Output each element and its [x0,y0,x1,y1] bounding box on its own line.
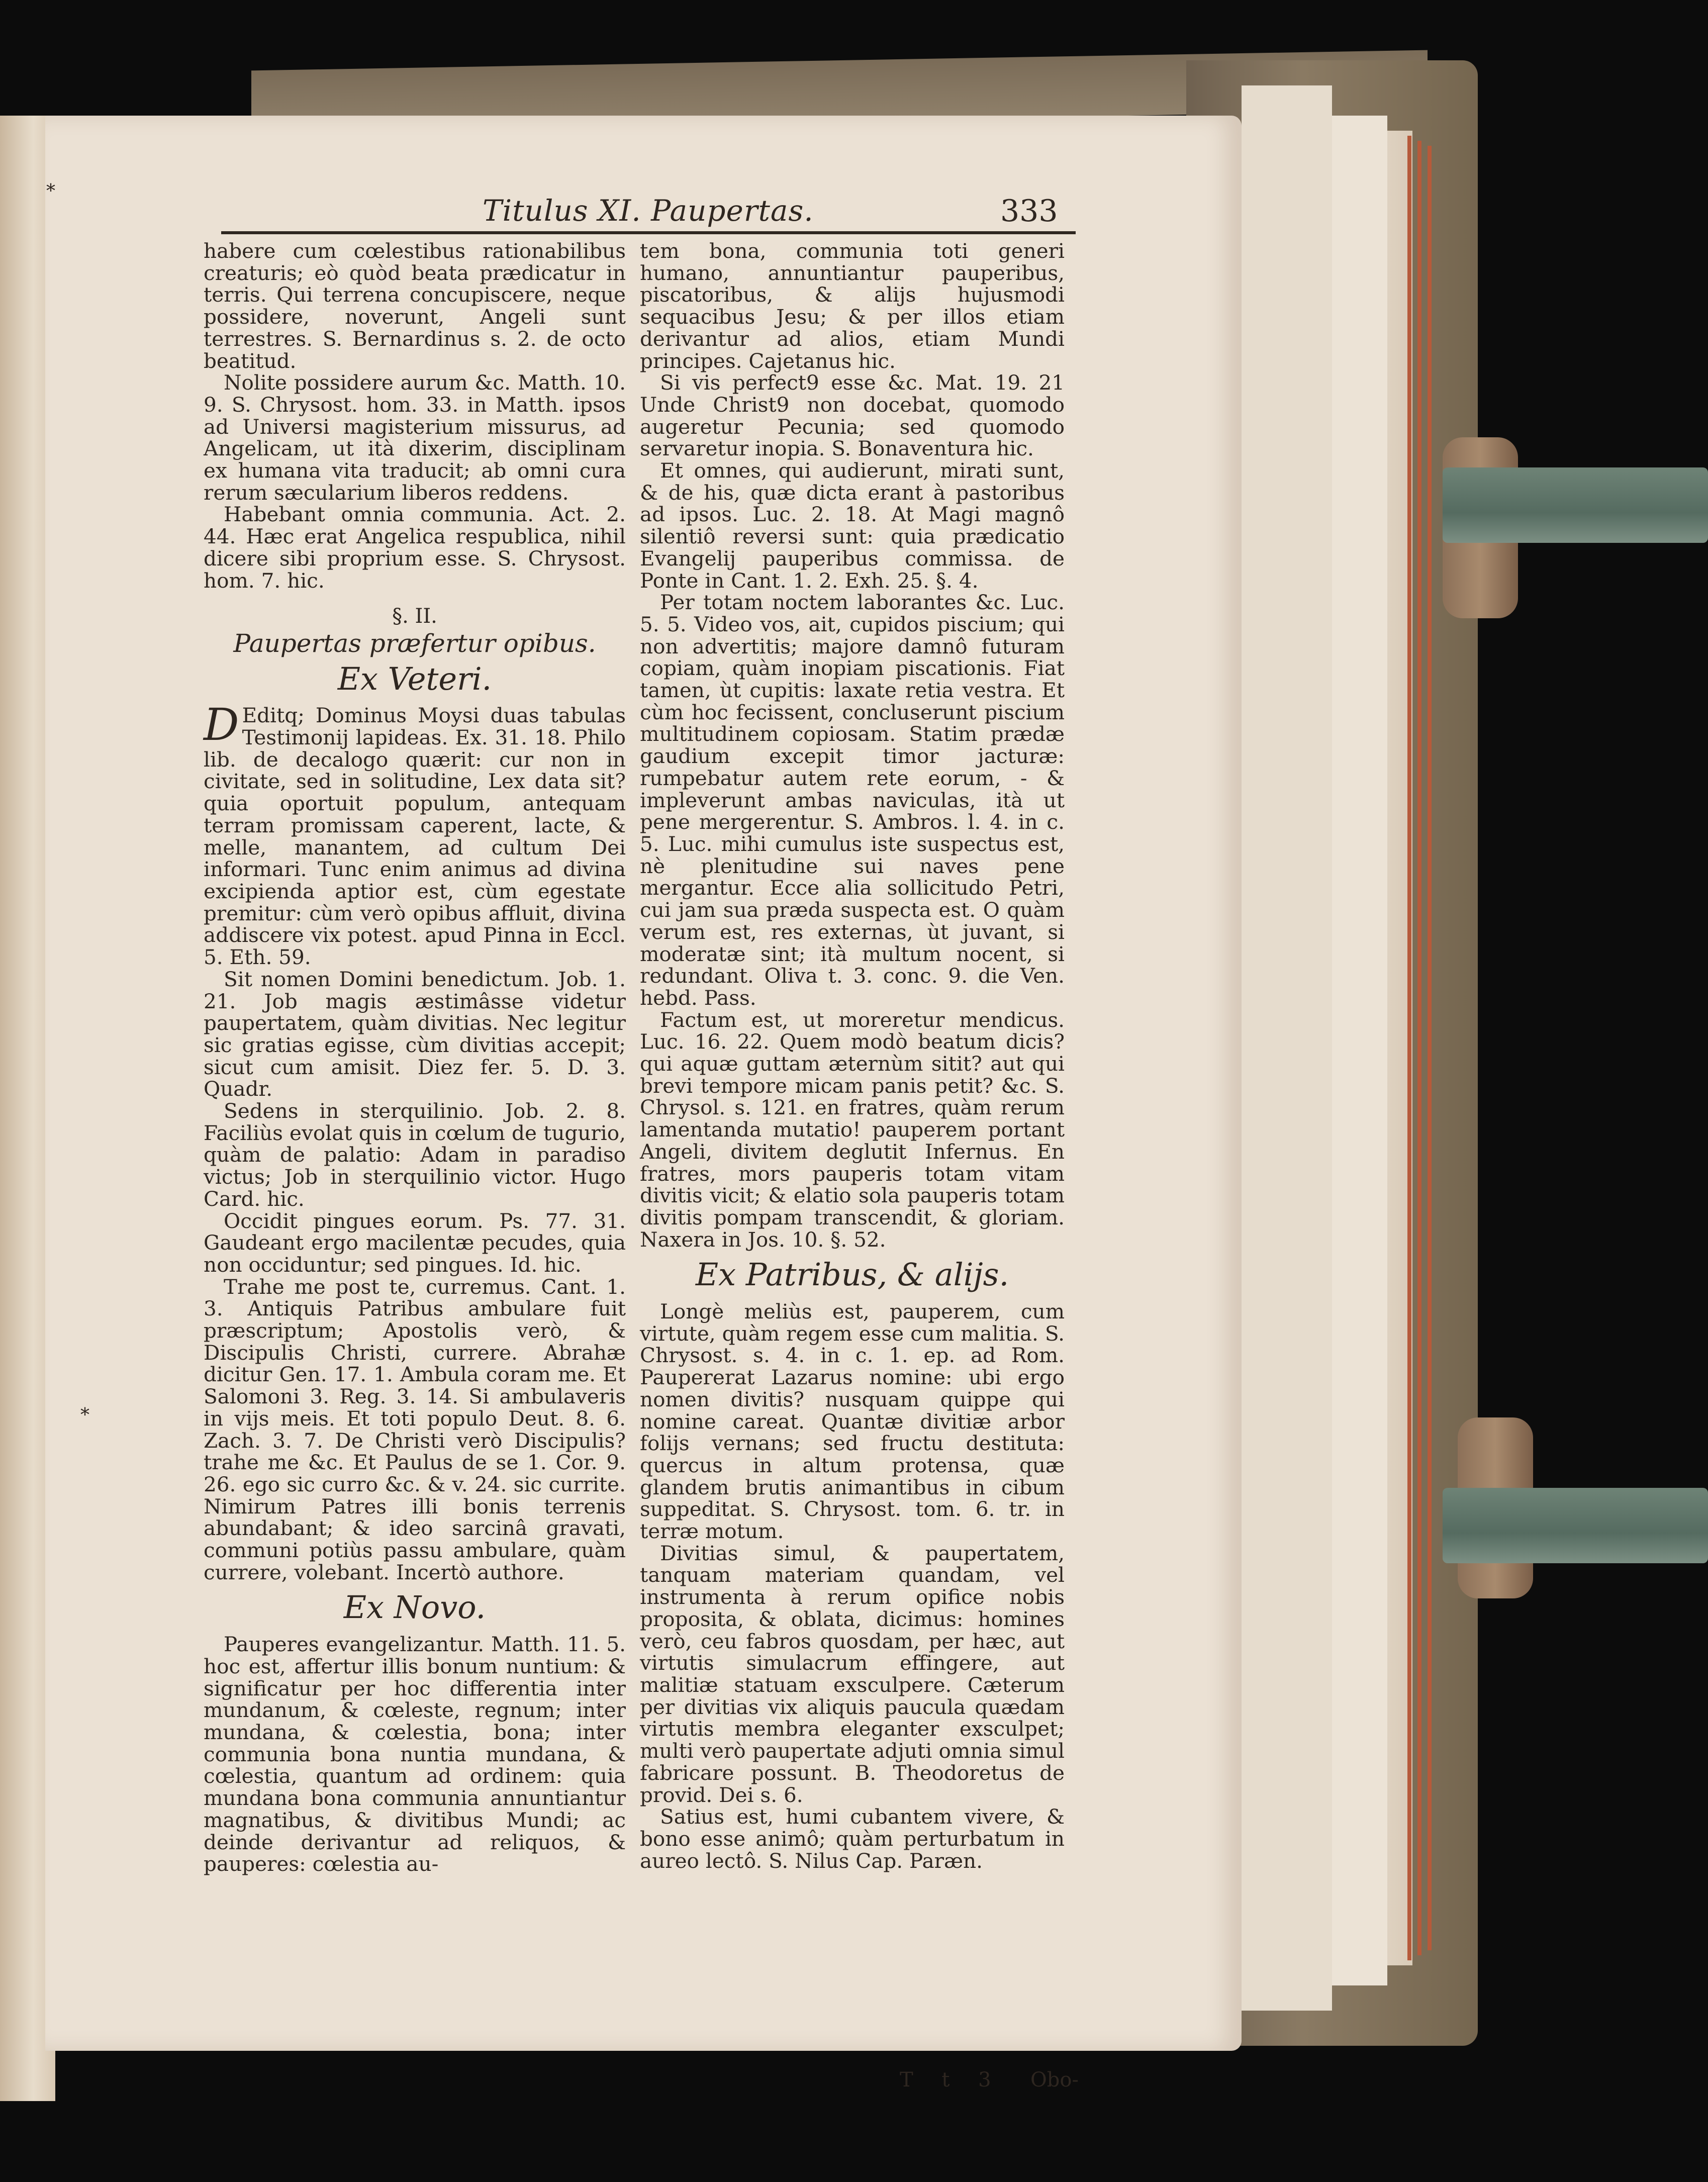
section-heading: Ex Veteri. [337,660,492,697]
paragraph: Si vis perfect9 esse &c. Mat. 19. 21 Unde Christ9 non docebat, quomodo augeretur Pecunia; sed quomodo servaretur inopia. S. Bonaventura hic. [640,370,1065,461]
header-rule [221,231,1076,234]
signature-mark: T t 3 [900,2068,1002,2092]
page-edges-front [1242,85,1332,2011]
paragraph: Per totam noctem laborantes &c. Luc. 5. 5. Video vos, ait, cupidos piscium; qui non advertitis; majore damnô futuram copiam, quàm inopiam piscationis. Fiat tamen, ùt cupitis: laxate retia vestra. Et cùm hoc fecissent, concluserunt piscium multitudinem copiosam. Statim prædæ gaudium excepit timor jacturæ: rumpebatur autem rete eorum, - & impleverunt ambas naviculas, ità ut pene mergerentur. S. Ambros. l. 4. in c. 5. Luc. mihi cumulus iste suspectus est, nè plenitudine sui naves pene mergantur. Ecce alia sollicitudo Petri, cui jam sua præda suspecta est. O quàm verum est, res externas, ùt juvant, si moderatæ sint; ità multum nocent, si redundant. Oliva t. 3. conc. 9. die Ven. hebd. Pass. [640,590,1065,1010]
section-heading: Ex Patribus, & alijs. [695,1256,1009,1293]
right-text-column [640,240,1065,1872]
left-text-column [204,240,626,1875]
clasp-top-strap [1443,467,1708,543]
paragraph: Pauperes evangelizantur. Matth. 11. 5. hoc est, affertur illis bonum nuntium: & significatur per hoc differentia inter mundanum, & cœleste, regnum; inter mundana, & cœlestia, bona; inter communia bona nuntia mundana, & cœlestia, quantum ad ordinem: quia mundana bona communia annuntiantur magnatibus, & divitibus Mundi; ac deinde derivantur ad reliquos, & pauperes: cœlestia au- [204,1632,626,1876]
section-heading: Ex Novo. [343,1589,486,1626]
paragraph: Longè meliùs est, pauperem, cum virtute, quàm regem esse cum malitia. S. Chrysost. s. 4. in c. 1. ep. ad Rom. Paupererat Lazarus nomine: ubi ergo nomen divitis? nusquam quippe qui nomine careat. Quantæ divitiæ arbor folijs vernans; sed fructu destituta: quercus in altum protensa, quæ glandem brutis animantibus in cibum suppeditat. S. Chrysost. tom. 6. tr. in terræ motum. [640,1299,1065,1544]
drop-cap: D [204,699,239,751]
section-title: Paupertas præfertur opibus. [233,628,596,658]
paragraph: Sedens in sterquilinio. Job. 2. 8. Faciliùs evolat quis in cœlum de tugurio, quàm de palatio: Adam in paradiso victus; Job in sterquilinio victor. Hugo Card. hic. [204,1099,626,1211]
red-page-edge [1428,146,1432,1950]
paragraph: habere cum cœlestibus rationabilibus creaturis; eò quòd beata prædicatur in terris. Qui terrena concupiscere, neque possidere, noverunt, Angeli sunt terrestres. S. Bernardinus s. 2. de octo beatitud. [204,239,626,373]
paragraph: Divitias simul, & paupertatem, tanquam materiam quandam, vel instrumenta à rerum opifice nobis proposita, & oblata, dicimus: homines verò, ceu fabros quosdam, per hæc, aut virtutis simulacrum effingere, aut malitiæ statuam exsculpere. Cæterum per divitias vix aliquis paucula quædam virtutis membra eleganter exsculpet; multi verò paupertate adjuti omnia simul fabricare possunt. B. Theodoretus de provid. Dei s. 6. [640,1541,1065,1807]
red-page-edge [1417,141,1421,1955]
paragraph: Habebant omnia communia. Act. 2. 44. Hæc erat Angelica respublica, nihil dicere sibi proprium esse. S. Chrysost. hom. 7. hic. [204,502,626,593]
catchword: Obo- [1030,2068,1079,2092]
paragraph: Occidit pingues eorum. Ps. 77. 31. Gaudeant ergo macilentæ pecudes, quia non occiduntur; sed pingues. Id. hic. [204,1208,626,1277]
paragraph: Satius est, humi cubantem vivere, & bono esse animô; quàm perturbatum in aureo lectô. S. Nilus Cap. Paræn. [640,1805,1065,1873]
paragraph: Factum est, ut moreretur mendicus. Luc. 16. 22. Quem modò beatum dicis? qui aquæ guttam æternùm sitit? aut qui brevi tempore micam panis petit? &c. S. Chrysol. s. 121. en fratres, quàm rerum lamentanda mutatio! pauperem portant Angeli, divitem deglutit Infernus. En fratres, mors pauperis totam vitam divitis vicit; & elatio sola pauperis totam divitis pompam transcendit, & gloriam. Naxera in Jos. 10. §. 52. [640,1007,1065,1252]
page-number: 333 [1000,194,1058,229]
paragraph [204,699,626,970]
section-number: §. II. [392,605,437,628]
paragraph: tem bona, communia toti generi humano, annuntiantur pauperibus, piscatoribus, & alijs hujusmodi sequacibus Jesu; & per illos etiam derivantur ad alios, etiam Mundi principes. Cajetanus hic. [640,239,1065,373]
gutter-mark: * [46,181,55,202]
paragraph: Nolite possidere aurum &c. Matth. 10. 9. S. Chrysost. hom. 33. in Matth. ipsos ad Universi magisterium missurus, ad Angelicam, ut ità dixerim, disciplinam ex humana vita traducit; ab omni cura rerum sæcularium liberos reddens. [204,370,626,505]
margin-mark: * [80,1405,89,1426]
paragraph-text: Editq; Dominus Moysi duas tabulas Testimonij lapideas. Ex. 31. 18. Philo lib. de decalogo quærit: cur non in civitate, sed in solitudine, Lex data sit? quia oportuit populum, antequam terram promissam caperent, lacte, & melle, manantem, ad cultum Dei informari. Tunc enim animus ad divina excipienda aptior est, cùm egestate premitur: cùm verò opibus affluit, divina addiscere vix potest. apud Pinna in Eccl. 5. Eth. 59. [204,703,626,970]
clasp-bottom-strap [1443,1488,1708,1563]
paragraph: Et omnes, qui audierunt, mirati sunt, & de his, quæ dicta erant à pastoribus ad ipsos. Luc. 2. 18. At Magi magnô silentiô reversi sunt: quia prædicatio Evangelij pauperibus commissa. de Ponte in Cant. 1. 2. Exh. 25. §. 4. [640,458,1065,593]
red-page-edge [1407,136,1411,1960]
paragraph: Sit nomen Domini benedictum. Job. 1. 21. Job magis æstimâsse videtur paupertatem, quàm divitias. Nec legitur sic gratias egisse, cùm divitias accepit; sicut cum amisit. Diez fer. 5. D. 3. Quadr. [204,967,626,1101]
paragraph: Trahe me post te, curremus. Cant. 1. 3. Antiquis Patribus ambulare fuit præscriptum; Apostolis verò, & Discipulis Christi, currere. Abrahæ dicitur Gen. 17. 1. Ambula coram me. Et Salomoni 3. Reg. 3. 14. Si ambulaveris in vijs meis. Et toti populo Deut. 8. 6. Zach. 3. 7. De Christi verò Discipulis? trahe me &c. Et Paulus de se 1. Cor. 9. 26. ego sic curro &c. & v. 24. sic currite. Nimirum Patres illi bonis terrenis abundabant; & ideo sarcinâ gravati, communi potiùs passu ambulare, quàm currere, volebant. Incertò authore. [204,1274,626,1584]
running-head-title: Titulus XI. Paupertas. [483,194,814,228]
